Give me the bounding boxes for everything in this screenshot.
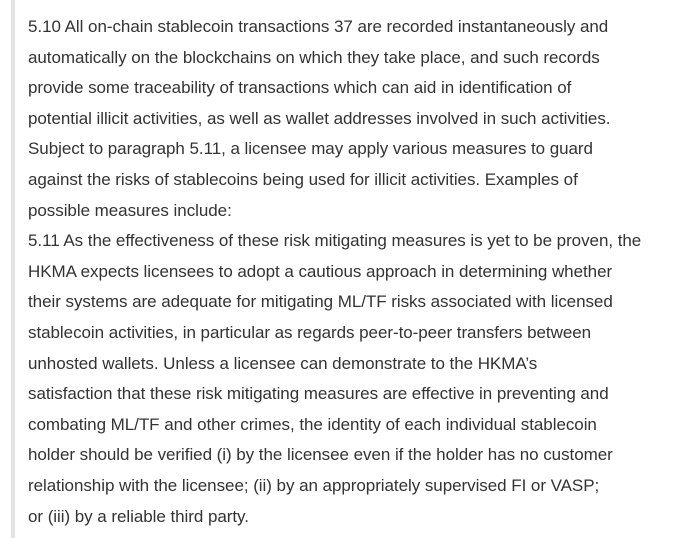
text-line: potential illicit activities, as well as wallet addresses involved in such activities. [28, 108, 611, 128]
text-line: Subject to paragraph 5.11, a licensee may apply various measures to guard [28, 139, 593, 159]
text-line: 5.11 As the effectiveness of these risk mitigating measures is yet to be proven, the [28, 231, 642, 251]
text-line: provide some traceability of transactions which can aid in identification of [28, 78, 572, 98]
text-line: stablecoin activities, in particular as regards peer-to-peer transfers between [28, 322, 592, 342]
blockquote-bar [11, 0, 15, 538]
text-line: HKMA expects licensees to adopt a cautious approach in determining whether [28, 261, 613, 281]
text-line: 5.10 All on-chain stablecoin transactions 37 are recorded instantaneously and [28, 17, 609, 36]
text-line: satisfaction that these risk mitigating measures are effective in preventing and [28, 384, 609, 404]
text-line: or (iii) by a reliable third party. [28, 506, 249, 526]
document-text [28, 12, 696, 532]
text-line: automatically on the blockchains on which they take place, and such records [28, 47, 600, 67]
text-line: holder should be verified (i) by the licensee even if the holder has no customer [28, 445, 613, 465]
text-line: possible measures include: [28, 200, 232, 220]
text-line: unhosted wallets. Unless a licensee can demonstrate to the HKMA’s [28, 353, 538, 373]
text-line: relationship with the licensee; (ii) by an appropriately supervised FI or VASP; [28, 475, 600, 495]
text-line: their systems are adequate for mitigating ML/TF risks associated with licensed [28, 292, 613, 312]
text-line: against the risks of stablecoins being used for illicit activities. Examples of [28, 169, 578, 189]
text-line: combating ML/TF and other crimes, the identity of each individual stablecoin [28, 414, 597, 434]
